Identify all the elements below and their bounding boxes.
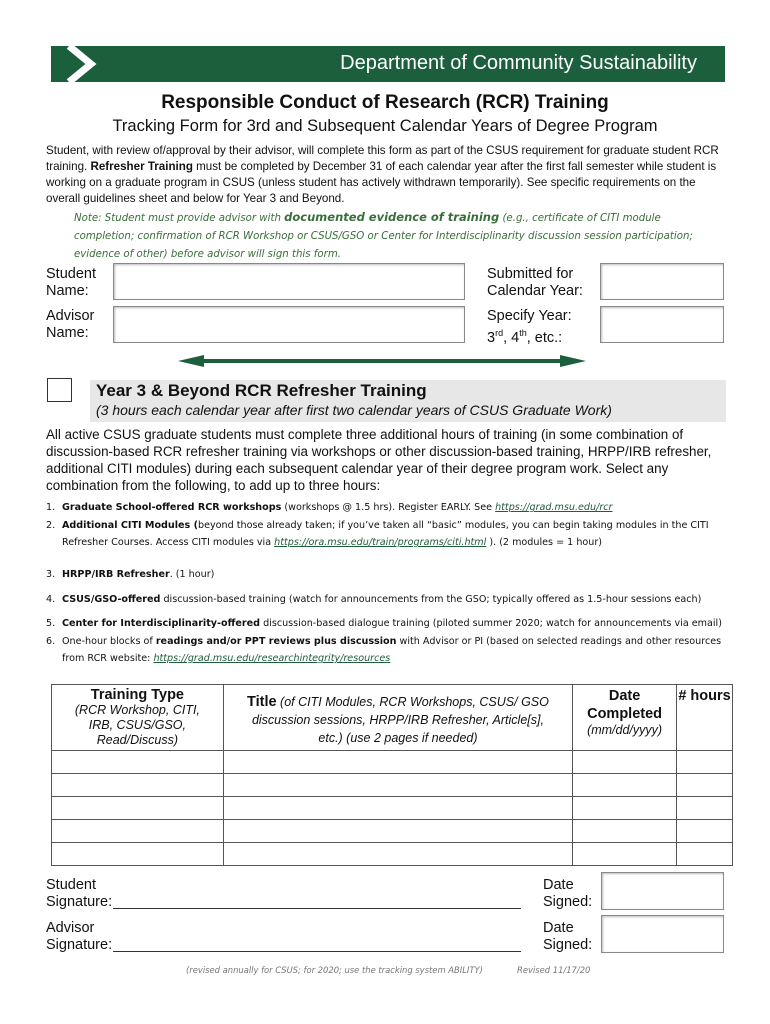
student-name-field[interactable] (113, 263, 465, 300)
list-item: 5. Center for Interdisciplinarity-offered discussion-based dialogue training (piloted summer 2020; watch for announcements via email) (46, 618, 722, 629)
training-table (51, 684, 733, 866)
citi-link[interactable]: https://ora.msu.edu/train/programs/citi.html (274, 537, 487, 548)
footer-revision-note: (revised annually for CSUS; for 2020; use the tracking system ABILITY) (186, 965, 483, 975)
list-item: 1. Graduate School-offered RCR workshops (workshops @ 1.5 hrs). Register EARLY. See https://grad.msu.edu/rcr (46, 502, 613, 513)
section-subtitle: (3 hours each calendar year after first two calendar years of CSUS Graduate Work) (96, 402, 612, 418)
evidence-note: Note: Student must provide advisor with documented evidence of training (e.g., certificate of CITI module completion; confirmation of RCR Workshop or CSUS/GSO or Center for Interdisciplinarity discussion session participation; evidence of other) before advisor will sign this form. (74, 210, 693, 260)
advisor-date-field[interactable] (601, 915, 724, 953)
list-item: 4. CSUS/GSO-offered discussion-based training (watch for announcements from the GSO; typically offered as 1.5-hour sessions each) (46, 594, 702, 605)
student-signature-line[interactable] (113, 908, 521, 909)
student-date-field[interactable] (601, 872, 724, 910)
rcr-link[interactable]: https://grad.msu.edu/rcr (495, 502, 613, 513)
footer-revised-date: Revised 11/17/20 (517, 965, 591, 975)
advisor-signature-line[interactable] (113, 951, 521, 952)
col-training-type: Training Type (RCR Workshop, CITI, IRB, CSUS/GSO, Read/Discuss) (52, 685, 224, 751)
form-subtitle: Tracking Form for 3rd and Subsequent Calendar Years of Degree Program (112, 117, 658, 135)
calendar-year-label: Submitted for Calendar Year: (487, 266, 583, 299)
col-hours: # hours (677, 685, 733, 751)
calendar-year-field[interactable] (600, 263, 724, 300)
table-row (52, 843, 733, 866)
section-title: Year 3 & Beyond RCR Refresher Training (96, 381, 427, 400)
chevron-right-icon (59, 46, 99, 82)
table-row (52, 774, 733, 797)
form-title: Responsible Conduct of Research (RCR) Training (161, 92, 609, 113)
col-date-completed: Date Completed (mm/dd/yyyy) (573, 685, 677, 751)
advisor-name-field[interactable] (113, 306, 465, 343)
student-signature-label: Student Signature: (46, 877, 113, 910)
table-row (52, 751, 733, 774)
table-row (52, 820, 733, 843)
section-paragraph: All active CSUS graduate students must complete three additional hours of training (in some combination of discussion-based RCR refresher training via workshops or other discussion-based training, HRPP/IRB refresher, additional CITI modules) during each subsequent calendar year of their degree program work. Select any combination from the following, to add up to three hours: (46, 427, 712, 493)
list-item: 6. One-hour blocks of readings and/or PPT reviews plus discussion with Advisor or PI (based on selected readings and other resources from RCR website: https://grad.msu.edu/researchintegrity/resources (46, 636, 722, 664)
col-title: Title (of CITI Modules, RCR Workshops, CSUS/ GSO discussion sessions, HRPP/IRB Refresher, Article[s], etc.) (use 2 pages if needed) (223, 685, 572, 751)
specify-year-label: Specify Year: 3rd, 4th, etc.: (487, 308, 572, 346)
advisor-name-label: Advisor Name: (46, 308, 95, 341)
advisor-date-label: Date Signed: (543, 920, 593, 953)
double-arrow-divider (178, 354, 586, 368)
advisor-signature-label: Advisor Signature: (46, 920, 113, 953)
student-date-label: Date Signed: (543, 877, 593, 910)
department-name: Department of Community Sustainability (340, 52, 697, 74)
specify-year-field[interactable] (600, 306, 724, 343)
department-banner (51, 46, 725, 82)
student-name-label: Student Name: (46, 266, 96, 299)
list-item: 2. Additional CITI Modules (beyond those already taken; if you’ve taken all “basic” modules, you can begin taking modules in the CITI Refresher Courses. Access CITI modules via https://ora.msu.edu/train/programs/citi.html ). (2 modules = 1 hour) (46, 520, 709, 548)
resources-link[interactable]: https://grad.msu.edu/researchintegrity/resources (153, 653, 391, 664)
table-row (52, 797, 733, 820)
list-item: 3. HRPP/IRB Refresher. (1 hour) (46, 569, 215, 580)
year3-checkbox[interactable] (47, 378, 72, 402)
intro-paragraph: Student, with review of/approval by their advisor, will complete this form as part of the CSUS requirement for graduate student RCR training. Refresher Training must be completed by December 31 of each calendar year after the first fall semester while student is working on a graduate program in CSUS (unless student has actively withdrawn temporarily). See specific requirements on the overall guidelines sheet and below for Year 3 and Beyond. (46, 144, 719, 205)
